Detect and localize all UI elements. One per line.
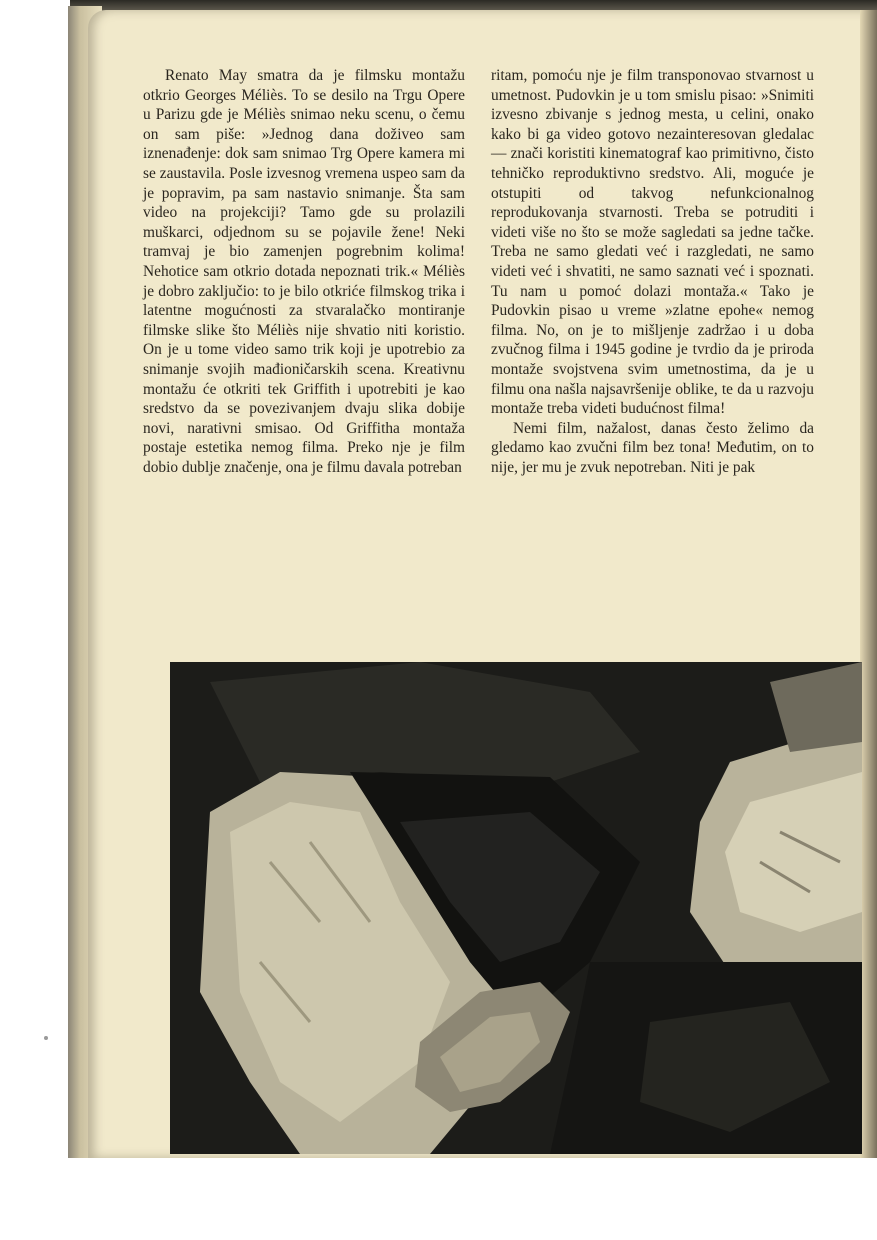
paragraph: Nemi film, nažalost, danas često želimo da gledamo kao zvučni film bez tona! Međutim, on to nije, jer mu je zvuk nepotreban. Niti je pak: [491, 419, 814, 476]
left-text-column: [143, 66, 465, 477]
film-still-photo: [170, 662, 862, 1154]
scan-speck: [44, 1036, 48, 1040]
paragraph: Renato May smatra da je filmsku montažu otkrio Georges Méliès. To se desilo na Trgu Opere u Parizu gde je Méliès snimao neku scenu, o čemu on sam piše: »Jednog dana doživeo sam iznenađenje: dok sam snimao Trg Opere kamera mi se zaustavila. Posle izvesnog vremena uspeo sam da je popravim, pa sam nastavio snimanje. Šta sam video na projekciji? Tamo gde su prolazili muškarci, odjednom su se pojavile žene! Neki tramvaj je bio zamenjen pogrebnim kolima! Nehotice sam otkrio dotada nepoznati trik.« Méliès je dobro zaključio: to je bilo otkriće filmskog trika i latentne mogućnosti za stvaralačko montiranje filmske slike što Méliès nije shvatio niti koristio. On je u tome video samo trik koji je upotrebio za snimanje svojih mađioničarskih scena. Kreativnu montažu će otkriti tek Griffith i upotrebiti je kao sredstvo da se povezivanjem dvaju slika dobije novi, narativni smisao. Od Griffitha montaža postaje estetika nemog filma. Preko nje je film dobio dublje značenje, ona je filmu davala potreban: [143, 67, 465, 476]
scan-bottom-margin: [66, 1158, 877, 1240]
photo-image: [170, 662, 862, 1154]
page-right-edge: [860, 10, 877, 1160]
right-text-column: [491, 66, 814, 477]
paragraph-continuation: ritam, pomoću nje je film transponovao stvarnost u umetnost. Pudovkin je u tom smislu pisao: »Snimiti izvesno zbivanje s jednog mesta, u celini, onako kako bi ga video gotovo nezainteresovan gledalac — znači koristiti kinematograf kao primitivno, čisto tehničko reproduktivno sredstvo. Ali, moguće je otstupiti od takvog nefunkcionalnog reprodukovanja stvarnosti. Treba se potruditi i videti više no što se može sagledati sa jedne tačke. Treba ne samo gledati već i razgledati, ne samo videti već i shvatiti, ne samo saznati već i spoznati. Tu nam u pomoć dolazi montaža.« Tako je Pudovkin pisao u vreme »zlatne epohe« nemog filma. No, on je to mišljenje zadržao i u doba zvučnog filma i 1945 godine je tvrdio da je priroda montaže svojstvena svim umetnostima, da je u filmu ona našla najsavršenije oblike, te da u razvoju montaže treba videti budućnost filma!: [491, 67, 814, 418]
